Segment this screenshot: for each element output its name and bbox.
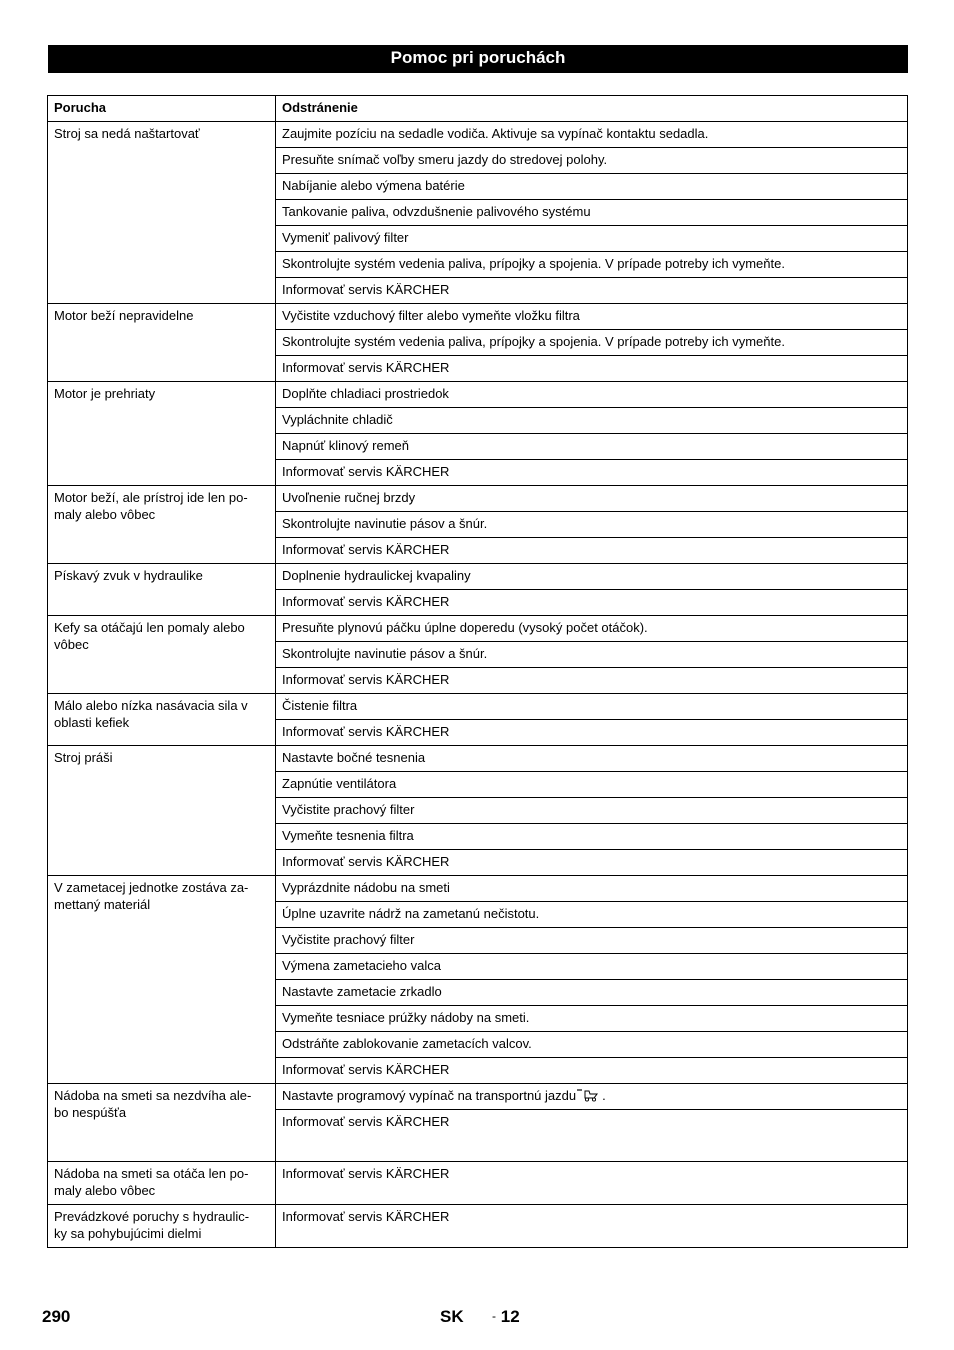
remedy-cell — [276, 980, 908, 1006]
remedy-text: Zapnútie ventilátora — [282, 776, 397, 791]
remedy-cell — [276, 1032, 908, 1058]
remedy-text: Tankovanie paliva, odvzdušnenie palivového systému — [282, 204, 591, 219]
remedy-text: Informovať servis KÄRCHER — [282, 360, 450, 375]
remedy-text: Skontrolujte systém vedenia paliva, prípojky a spojenia. V prípade potreby ich vymeňte. — [282, 256, 785, 271]
page-title: Pomoc pri poruchách — [48, 45, 908, 73]
fault-cell: Pískavý zvuk v hydraulike — [48, 564, 276, 616]
remedy-text: Úplne uzavrite nádrž na zametanú nečistotu. — [282, 906, 540, 921]
remedy-text: Informovať servis KÄRCHER — [282, 542, 450, 557]
fault-cell: Motor je prehriaty — [48, 382, 276, 486]
remedy-cell — [276, 122, 908, 148]
remedy-text: Vyčistite prachový filter — [282, 802, 415, 817]
remedy-cell — [276, 148, 908, 174]
fault-cell: Motor beží nepravidelne — [48, 304, 276, 382]
remedy-text: Nastavte bočné tesnenia — [282, 750, 426, 765]
remedy-text: Vymeňte tesnenia filtra — [282, 828, 414, 843]
troubleshooting-table — [47, 95, 908, 1248]
fault-cell: V zametacej jednotke zostáva za- mettaný materiál — [48, 876, 276, 1084]
fault-cell: Kefy sa otáčajú len pomaly alebo vôbec — [48, 616, 276, 694]
remedy-cell — [276, 1006, 908, 1032]
remedy-cell — [276, 590, 908, 616]
remedy-cell — [276, 642, 908, 668]
table-row — [48, 1084, 908, 1110]
section-number: 12 — [500, 1307, 520, 1326]
remedy-text: Vyčistite prachový filter — [282, 932, 415, 947]
remedy-cell — [276, 538, 908, 564]
remedy-cell — [276, 252, 908, 278]
remedy-text: Informovať servis KÄRCHER — [282, 854, 450, 869]
remedy-cell — [276, 226, 908, 252]
remedy-text: Vymeniť palivový filter — [282, 230, 409, 245]
table-row — [48, 122, 908, 148]
remedy-text: Skontrolujte systém vedenia paliva, prípojky a spojenia. V prípade potreby ich vymeňte. — [282, 334, 785, 349]
remedy-text: Uvoľnenie ručnej brzdy — [282, 490, 416, 505]
remedy-text: Presuňte snímač voľby smeru jazdy do stredovej polohy. — [282, 152, 608, 167]
transport-drive-icon — [576, 1088, 602, 1102]
remedy-text: Doplňte chladiaci prostriedok — [282, 386, 449, 401]
icon-suffix: . — [602, 1088, 606, 1103]
remedy-text: Vyčistite vzduchový filter alebo vymeňte vložku filtra — [282, 308, 580, 323]
column-header-fault: Porucha — [48, 96, 276, 122]
remedy-cell — [276, 850, 908, 876]
remedy-cell — [276, 174, 908, 200]
table-row — [48, 694, 908, 720]
remedy-cell — [276, 954, 908, 980]
remedy-cell — [276, 694, 908, 720]
remedy-text: Vyprázdnite nádobu na smeti — [282, 880, 450, 895]
fault-cell: Málo alebo nízka nasávacia sila v oblasti kefiek — [48, 694, 276, 746]
remedy-text: Nastavte programový vypínač na transportnú jazdu — [282, 1088, 577, 1103]
section-page-number — [492, 1307, 520, 1327]
table-row — [48, 746, 908, 772]
remedy-cell — [276, 616, 908, 642]
fault-cell: Stroj práši — [48, 746, 276, 876]
remedy-text: Presuňte plynovú páčku úplne doperedu (vysoký počet otáčok). — [282, 620, 648, 635]
remedy-text: Informovať servis KÄRCHER — [282, 1114, 450, 1129]
remedy-cell — [276, 330, 908, 356]
remedy-cell — [276, 486, 908, 512]
remedy-text: Informovať servis KÄRCHER — [282, 1209, 450, 1224]
remedy-text: Informovať servis KÄRCHER — [282, 282, 450, 297]
column-header-remedy: Odstránenie — [276, 96, 908, 122]
remedy-cell — [276, 876, 908, 902]
remedy-cell — [276, 460, 908, 486]
remedy-text: Informovať servis KÄRCHER — [282, 594, 450, 609]
remedy-text: Informovať servis KÄRCHER — [282, 1062, 450, 1077]
table-header-row — [48, 96, 908, 122]
fault-cell: Prevádzkové poruchy s hydraulic- ky sa pohybujúcimi dielmi — [48, 1205, 276, 1248]
remedy-cell — [276, 720, 908, 746]
remedy-text: Vymeňte tesniace prúžky nádoby na smeti. — [282, 1010, 530, 1025]
fault-cell: Nádoba na smeti sa nezdvíha ale- bo nespúšťa — [48, 1084, 276, 1162]
remedy-cell — [276, 408, 908, 434]
remedy-cell — [276, 1058, 908, 1084]
remedy-cell — [276, 304, 908, 330]
remedy-cell — [276, 434, 908, 460]
remedy-text: Skontrolujte navinutie pásov a šnúr. — [282, 646, 488, 661]
remedy-cell — [276, 1110, 908, 1162]
remedy-cell — [276, 278, 908, 304]
remedy-text: Vypláchnite chladič — [282, 412, 393, 427]
remedy-cell — [276, 512, 908, 538]
remedy-text: Napnúť klinový remeň — [282, 438, 409, 453]
remedy-text: Informovať servis KÄRCHER — [282, 464, 450, 479]
fault-cell: Motor beží, ale prístroj ide len po- maly alebo vôbec — [48, 486, 276, 564]
remedy-text: Nastavte zametacie zrkadlo — [282, 984, 442, 999]
remedy-text: Informovať servis KÄRCHER — [282, 672, 450, 687]
remedy-cell — [276, 382, 908, 408]
remedy-cell — [276, 824, 908, 850]
remedy-text: Doplnenie hydraulickej kvapaliny — [282, 568, 471, 583]
remedy-cell — [276, 798, 908, 824]
table-row — [48, 1205, 908, 1248]
remedy-text: Informovať servis KÄRCHER — [282, 724, 450, 739]
language-code: SK — [440, 1307, 464, 1326]
remedy-cell — [276, 928, 908, 954]
table-row — [48, 304, 908, 330]
remedy-text: Informovať servis KÄRCHER — [282, 1166, 450, 1181]
table-row — [48, 486, 908, 512]
remedy-text: Čistenie filtra — [282, 698, 358, 713]
dash: - — [492, 1309, 496, 1323]
remedy-text: Skontrolujte navinutie pásov a šnúr. — [282, 516, 488, 531]
table-row — [48, 616, 908, 642]
remedy-cell — [276, 902, 908, 928]
remedy-text: Nabíjanie alebo výmena batérie — [282, 178, 465, 193]
remedy-text: Výmena zametacieho valca — [282, 958, 441, 973]
page-number: 290 — [42, 1307, 71, 1326]
remedy-cell — [276, 564, 908, 590]
table-row — [48, 876, 908, 902]
remedy-cell — [276, 356, 908, 382]
remedy-cell — [276, 1084, 908, 1110]
table-row — [48, 382, 908, 408]
table-body — [48, 122, 908, 1248]
fault-cell: Stroj sa nedá naštartovať — [48, 122, 276, 304]
table-row — [48, 564, 908, 590]
remedy-cell — [276, 200, 908, 226]
remedy-cell — [276, 1162, 908, 1205]
remedy-cell — [276, 772, 908, 798]
remedy-cell — [276, 746, 908, 772]
remedy-text: Odstráňte zablokovanie zametacích valcov. — [282, 1036, 532, 1051]
remedy-cell — [276, 668, 908, 694]
remedy-text: Zaujmite pozíciu na sedadle vodiča. Aktivuje sa vypínač kontaktu sedadla. — [282, 126, 709, 141]
remedy-cell — [276, 1205, 908, 1248]
fault-cell: Nádoba na smeti sa otáča len po- maly alebo vôbec — [48, 1162, 276, 1205]
table-row — [48, 1162, 908, 1205]
